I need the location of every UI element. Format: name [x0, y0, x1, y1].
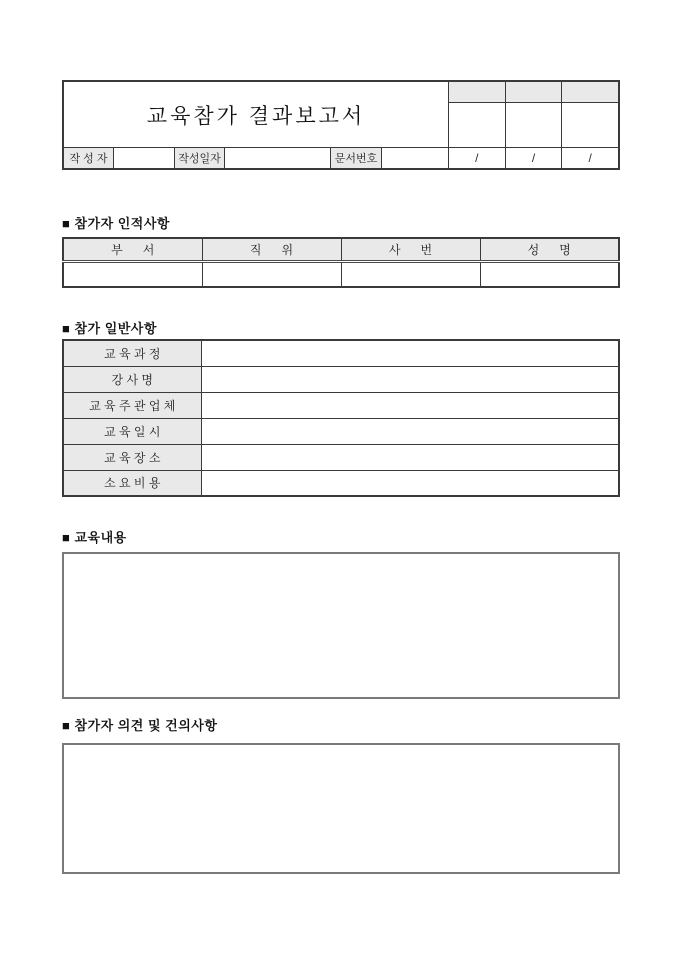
cost-label: 소 요 비 용 — [63, 470, 201, 496]
approval-header-row — [449, 82, 618, 103]
approval-header-cell-2 — [506, 82, 563, 102]
header-left-block — [64, 82, 449, 168]
instructor-label: 강 사 명 — [63, 366, 201, 392]
column-header-position: 직 위 — [202, 238, 341, 261]
section-heading-participant-opinion: ■ 참가자 의견 및 건의사항 — [62, 718, 218, 733]
organizer-label: 교 육 주 관 업 체 — [63, 392, 201, 418]
instructor-value-cell[interactable] — [201, 366, 619, 392]
report-header-table — [62, 80, 620, 170]
doc-number-label: 문서번호 — [331, 148, 382, 168]
approval-stamp-cell-2[interactable] — [506, 103, 563, 147]
table-row — [63, 340, 619, 366]
table-row — [63, 418, 619, 444]
section-heading-general-info: ■ 참가 일반사항 — [62, 321, 157, 336]
report-title: 교육참가 결과보고서 — [146, 104, 366, 128]
approval-sign-row — [449, 148, 618, 168]
general-info-table — [62, 339, 620, 497]
writer-value-cell[interactable] — [114, 148, 175, 168]
organizer-value-cell[interactable] — [201, 392, 619, 418]
approval-stamp-row — [449, 103, 618, 148]
approval-stamp-cell-1[interactable] — [449, 103, 506, 147]
employee-no-value-cell[interactable] — [341, 261, 480, 287]
position-value-cell[interactable] — [202, 261, 341, 287]
participant-info-table — [62, 237, 620, 288]
doc-number-value-cell[interactable] — [382, 148, 448, 168]
location-value-cell[interactable] — [201, 444, 619, 470]
approval-sign-cell-3: / — [588, 151, 592, 165]
datetime-label: 교 육 일 시 — [63, 418, 201, 444]
column-header-name: 성 명 — [480, 238, 619, 261]
writer-label: 작 성 자 — [64, 148, 114, 168]
write-date-value-cell[interactable] — [225, 148, 331, 168]
approval-stamp-cell-3[interactable] — [562, 103, 618, 147]
name-value-cell[interactable] — [480, 261, 619, 287]
approval-header-cell-1 — [449, 82, 506, 102]
department-value-cell[interactable] — [63, 261, 202, 287]
approval-sign-cell-1: / — [449, 148, 506, 168]
write-date-label: 작성일자 — [175, 148, 225, 168]
section-heading-education-content: ■ 교육내용 — [62, 530, 127, 545]
course-label: 교 육 과 정 — [63, 340, 201, 366]
column-header-employee-no: 사 번 — [341, 238, 480, 261]
participant-opinion-box[interactable] — [62, 743, 620, 874]
table-row — [63, 470, 619, 496]
table-row — [63, 366, 619, 392]
participant-info-value-row — [63, 261, 619, 287]
location-label: 교 육 장 소 — [63, 444, 201, 470]
header-meta-row — [64, 147, 448, 168]
approval-header-cell-3 — [562, 82, 618, 102]
cost-value-cell[interactable] — [201, 470, 619, 496]
datetime-value-cell[interactable] — [201, 418, 619, 444]
approval-block — [449, 82, 618, 168]
section-heading-participant-info: ■ 참가자 인적사항 — [62, 216, 170, 231]
column-header-department: 부 서 — [63, 238, 202, 261]
table-row — [63, 444, 619, 470]
education-content-box[interactable] — [62, 552, 620, 699]
course-value-cell[interactable] — [201, 340, 619, 366]
table-row — [63, 392, 619, 418]
approval-sign-cell-2: / — [506, 148, 563, 168]
participant-info-header-row — [63, 238, 619, 261]
